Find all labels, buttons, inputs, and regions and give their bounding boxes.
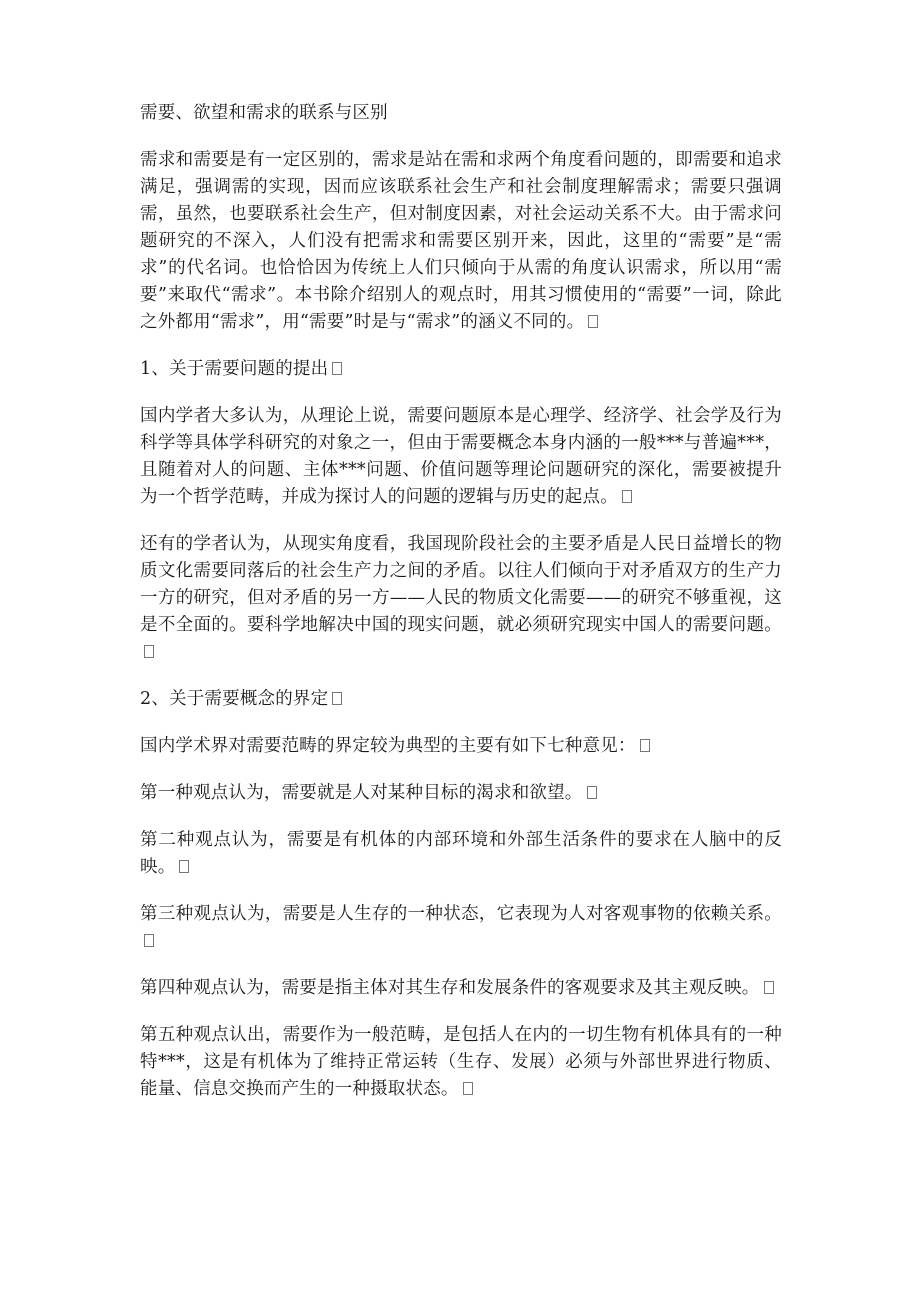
view-3: 第三种观点认为，需要是人生存的一种状态，它表现为人对客观事物的依赖关系。: [140, 901, 782, 955]
view-5: 第五种观点认出，需要作为一般范畴，是包括人在内的一切生物有机体具有的一种特***，这是有机体为了维持正常运转（生存、发展）必须与外部世界进行物质、能量、信息交换而产生的一种摄取状态。: [140, 1025, 782, 1099]
placeholder-box-icon: [587, 786, 597, 799]
placeholder-box-icon: [764, 981, 774, 994]
placeholder-box-icon: [144, 934, 154, 947]
placeholder-box-icon: [332, 362, 342, 375]
intro-paragraph: 需求和需要是有一定区别的，需求是站在需和求两个角度看问题的，即需要和追求满足，强调需的实现，因而应该联系社会生产和社会制度理解需求；需要只强调需，虽然，也要联系社会生产，但对制度因素，对社会运动关系不大。由于需求问题研究的不深入，人们没有把需求和需要区别开来，因此，这里的“需要”是“需求”的代名词。也恰恰因为传统上人们只倾向于从需的角度认识需求，所以用“需要”来取代“需求”。本书除介绍别人的观点时，用其习惯使用的“需要”一词，除此之外都用“需求”，用“需要”时是与“需求”的涵义不同的。: [140, 150, 782, 332]
view-1: 第一种观点认为，需要就是人对某种目标的渴求和欲望。: [140, 780, 782, 807]
section2-heading: 2、关于需要概念的界定: [140, 686, 782, 713]
view-2: 第二种观点认为，需要是有机体的内部环境和外部生活条件的要求在人脑中的反映。: [140, 830, 782, 877]
section1-heading: 1、关于需要问题的提出: [140, 356, 782, 383]
placeholder-box-icon: [640, 739, 650, 752]
section2-intro: 国内学术界对需要范畴的界定较为典型的主要有如下七种意见：: [140, 733, 782, 760]
section1-paragraph-1: 国内学者大多认为，从理论上说，需要问题原本是心理学、经济学、社会学及行为科学等具体学科研究的对象之一，但由于需要概念本身内涵的一般***与普遍***，且随着对人的问题、主体***问题、价值问题等理论问题研究的深化，需要被提升为一个哲学范畴，并成为探讨人的问题的逻辑与历史的起点。: [140, 406, 782, 507]
document-title: 需要、欲望和需求的联系与区别: [140, 103, 388, 123]
placeholder-box-icon: [588, 315, 598, 328]
placeholder-box-icon: [144, 645, 154, 658]
view-4: 第四种观点认为，需要是指主体对其生存和发展条件的客观要求及其主观反映。: [140, 975, 782, 1002]
placeholder-box-icon: [332, 692, 342, 705]
placeholder-box-icon: [622, 490, 632, 503]
placeholder-box-icon: [463, 1082, 473, 1095]
placeholder-box-icon: [179, 860, 189, 873]
document-page: [140, 100, 782, 1123]
section1-paragraph-2: 还有的学者认为，从现实角度看，我国现阶段社会的主要矛盾是人民日益增长的物质文化需要同落后的社会生产力之间的矛盾。以往人们倾向于对矛盾双方的生产力一方的研究，但对矛盾的另一方——人民的物质文化需要——的研究不够重视，这是不全面的。要科学地解决中国的现实问题，就必须研究现实中国人的需要问题。: [140, 531, 782, 666]
